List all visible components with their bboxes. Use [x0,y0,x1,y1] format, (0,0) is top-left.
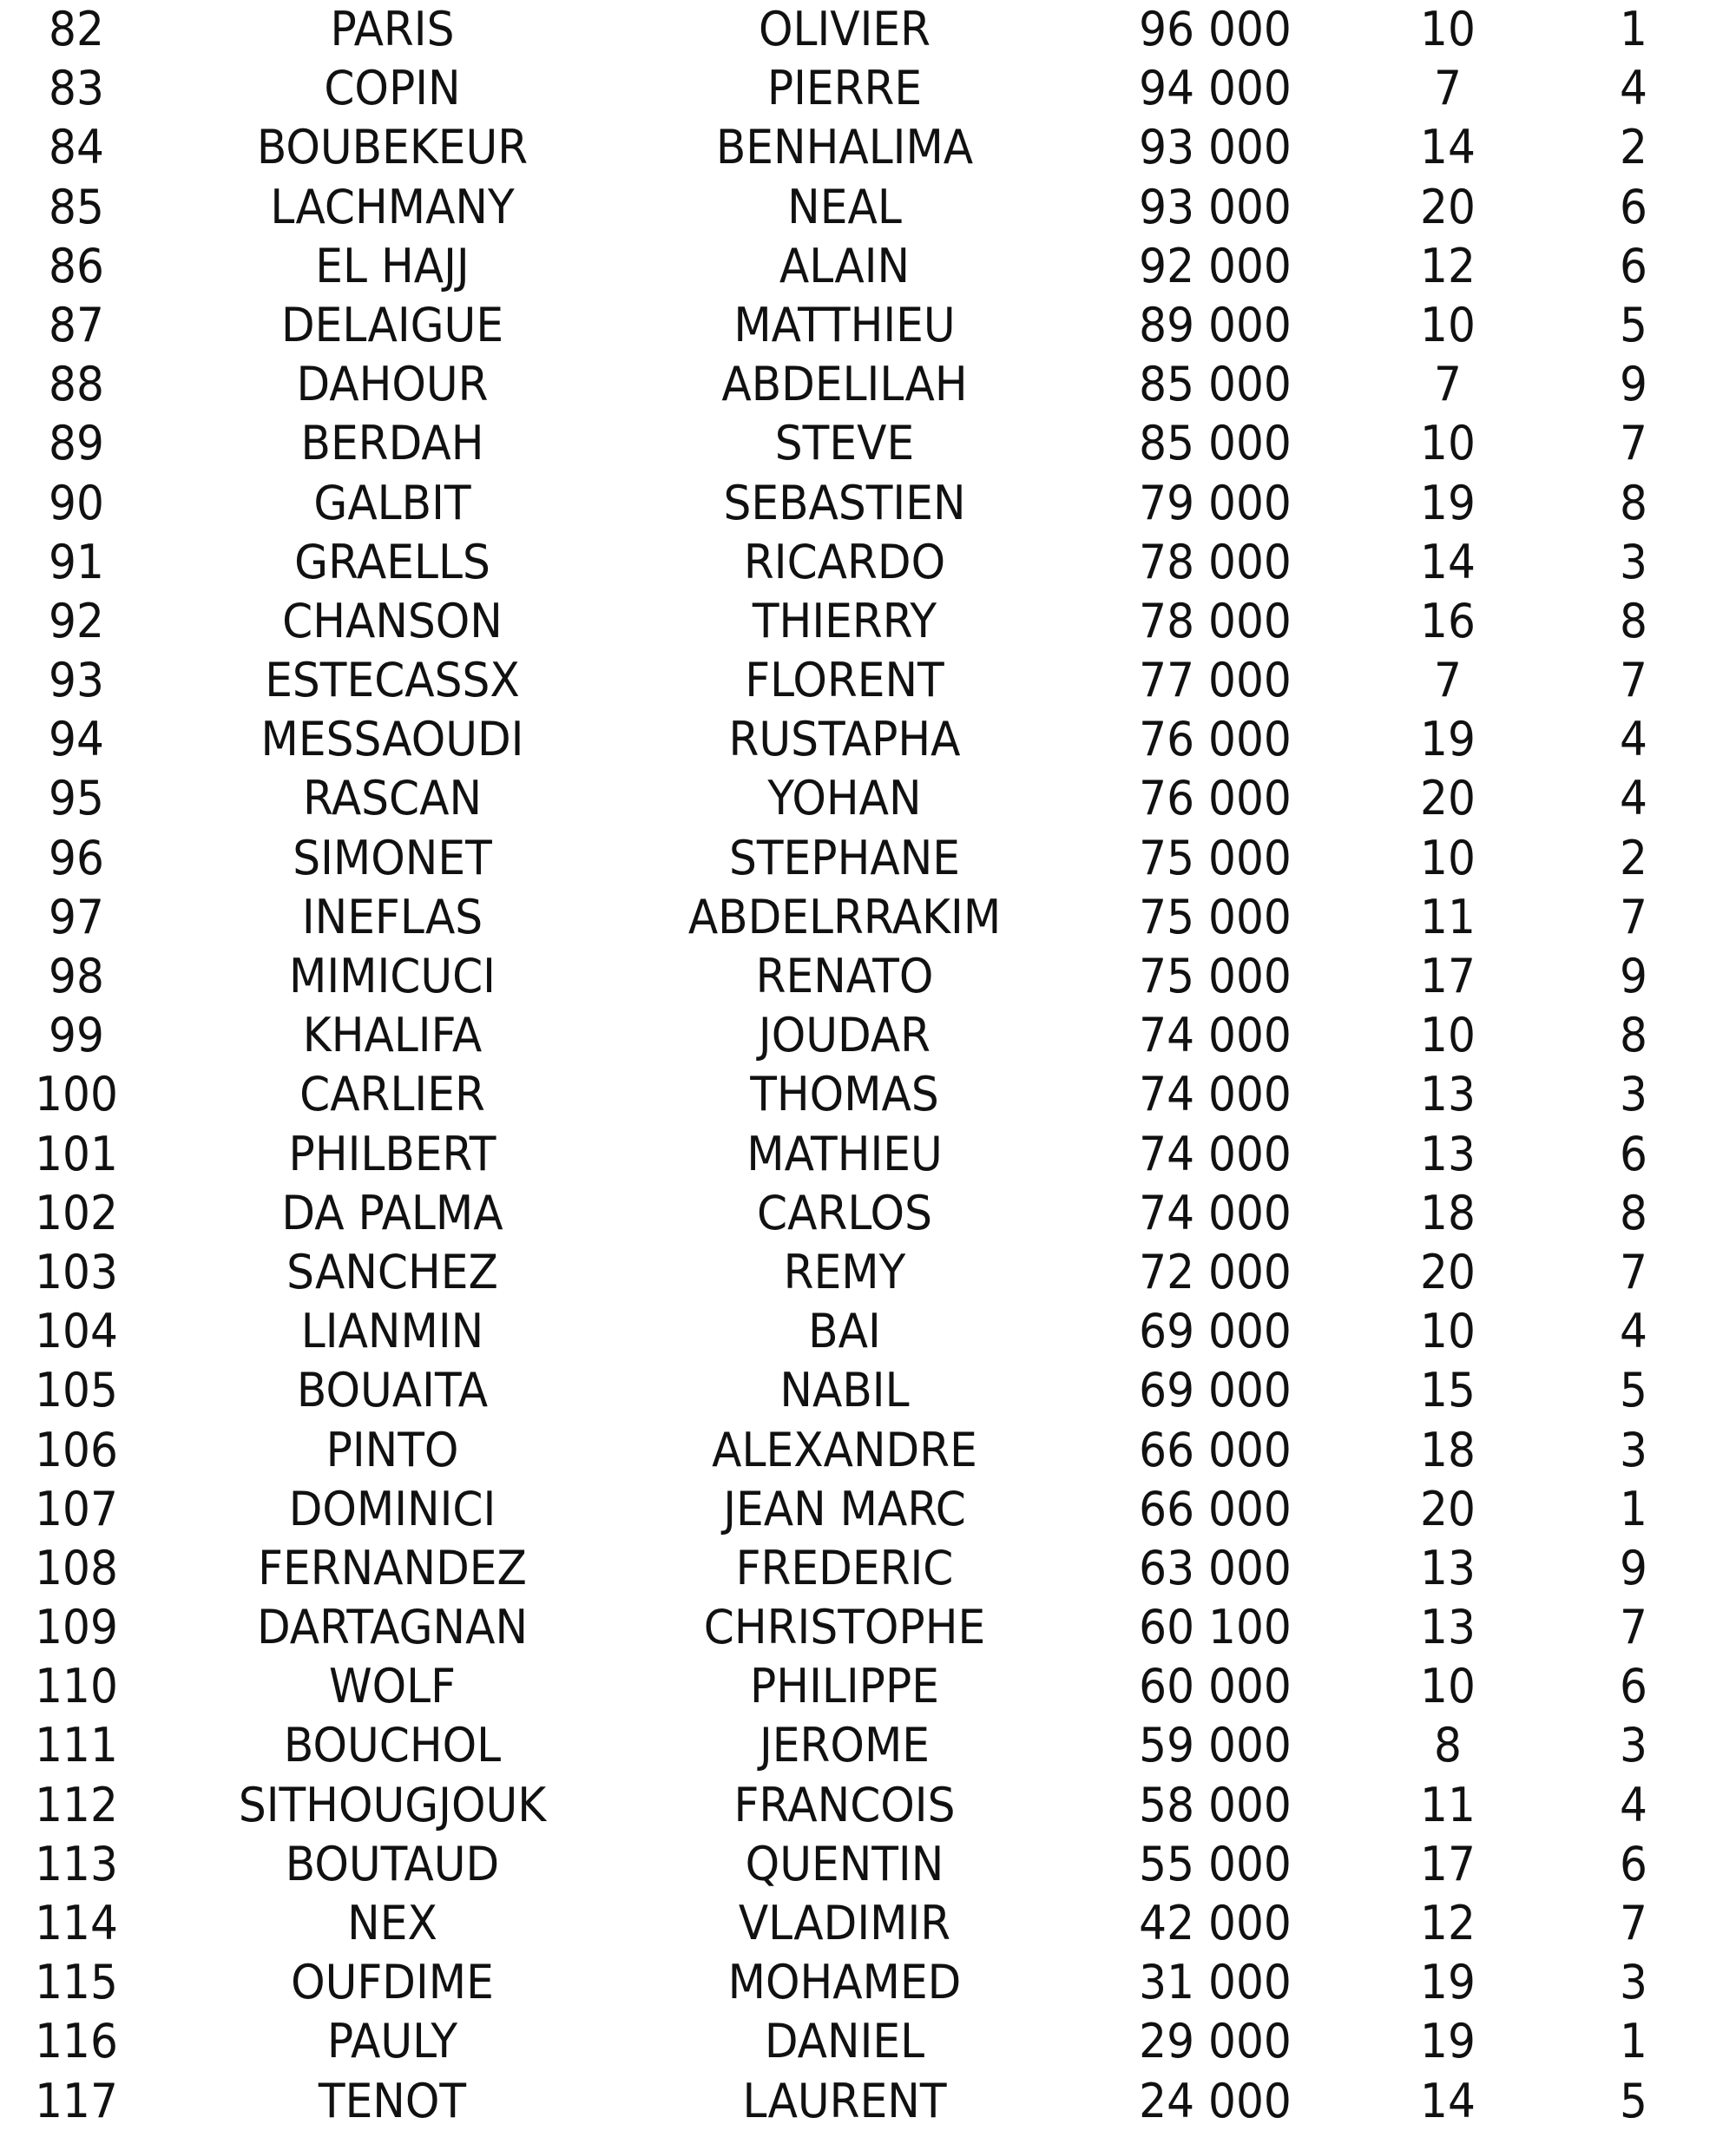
last-name-cell: PHILBERT [288,1126,496,1181]
last-name-cell: INEFLAS [301,889,483,944]
score-cell: 74 000 [1139,1126,1292,1181]
count-a-cell: 11 [1420,889,1476,944]
count-b-cell: 1 [1620,1481,1647,1536]
count-a-cell: 14 [1420,534,1476,589]
count-b-cell: 4 [1620,771,1647,826]
count-b-cell: 6 [1620,238,1647,293]
last-name-cell: PARIS [330,2,455,56]
last-name-cell: CARLIER [299,1067,485,1122]
first-name-cell: VLADIMIR [738,1896,951,1950]
count-b-cell: 8 [1620,593,1647,648]
score-cell: 78 000 [1139,534,1292,589]
last-name-cell: SANCHEZ [286,1244,498,1299]
score-cell: 29 000 [1139,2014,1292,2069]
count-a-cell: 20 [1420,179,1476,234]
first-name-cell: YOHAN [767,771,922,826]
score-cell: 92 000 [1139,238,1292,293]
table-row [0,651,1736,710]
count-b-cell: 9 [1620,357,1647,412]
last-name-cell: WOLF [328,1659,457,1714]
rank-cell: 83 [49,61,104,116]
score-cell: 24 000 [1139,2073,1292,2128]
table-row [0,1598,1736,1657]
count-a-cell: 10 [1420,2,1476,56]
count-a-cell: 14 [1420,2073,1476,2128]
table-row [0,1361,1736,1420]
first-name-cell: REMY [783,1244,906,1299]
first-name-cell: ABDELILAH [721,357,968,412]
count-b-cell: 5 [1620,1363,1647,1418]
last-name-cell: OUFDIME [291,1955,494,2010]
first-name-cell: JOUDAR [758,1008,931,1063]
rank-cell: 103 [35,1244,118,1299]
first-name-cell: SEBASTIEN [723,475,966,530]
count-b-cell: 4 [1620,712,1647,767]
rank-cell: 88 [49,357,104,412]
rank-cell: 100 [35,1067,118,1122]
table-row [0,1776,1736,1835]
score-cell: 76 000 [1139,771,1292,826]
count-a-cell: 20 [1420,1244,1476,1299]
last-name-cell: BOUCHOL [283,1718,502,1773]
count-a-cell: 17 [1420,949,1476,1003]
table-row [0,1125,1736,1184]
first-name-cell: JEAN MARC [723,1481,966,1536]
count-b-cell: 6 [1620,179,1647,234]
last-name-cell: COPIN [324,61,461,116]
rank-cell: 95 [49,771,104,826]
score-cell: 79 000 [1139,475,1292,530]
rank-cell: 112 [35,1777,118,1832]
score-cell: 89 000 [1139,297,1292,352]
rank-cell: 107 [35,1481,118,1536]
count-b-cell: 5 [1620,2073,1647,2128]
count-b-cell: 7 [1620,416,1647,471]
count-b-cell: 1 [1620,2,1647,56]
score-cell: 74 000 [1139,1008,1292,1063]
last-name-cell: RASCAN [302,771,483,826]
table-row [0,59,1736,118]
count-b-cell: 2 [1620,830,1647,885]
count-b-cell: 6 [1620,1836,1647,1891]
first-name-cell: THOMAS [750,1067,939,1122]
table-row [0,1421,1736,1480]
table-row [0,888,1736,947]
table-row [0,474,1736,533]
score-cell: 94 000 [1139,61,1292,116]
rank-cell: 115 [35,1955,118,2010]
count-a-cell: 8 [1434,1718,1462,1773]
count-a-cell: 19 [1420,712,1476,767]
count-a-cell: 13 [1420,1067,1476,1122]
count-a-cell: 12 [1420,238,1476,293]
table-row [0,237,1736,296]
count-b-cell: 3 [1620,1955,1647,2010]
first-name-cell: THIERRY [752,593,937,648]
last-name-cell: ESTECASSX [265,653,520,708]
score-cell: 75 000 [1139,889,1292,944]
last-name-cell: CHANSON [282,593,503,648]
count-a-cell: 10 [1420,1008,1476,1063]
count-b-cell: 8 [1620,475,1647,530]
rank-cell: 102 [35,1185,118,1240]
count-b-cell: 3 [1620,534,1647,589]
table-row [0,592,1736,651]
count-a-cell: 7 [1434,357,1462,412]
table-row [0,1243,1736,1302]
rank-cell: 96 [49,830,104,885]
rank-cell: 104 [35,1304,118,1359]
first-name-cell: STEVE [774,416,915,471]
score-cell: 60 000 [1139,1659,1292,1714]
rank-cell: 98 [49,949,104,1003]
score-cell: 93 000 [1139,179,1292,234]
score-cell: 76 000 [1139,712,1292,767]
rank-cell: 114 [35,1896,118,1950]
score-cell: 74 000 [1139,1185,1292,1240]
table-row [0,1480,1736,1539]
count-a-cell: 10 [1420,297,1476,352]
score-cell: 93 000 [1139,120,1292,175]
rank-cell: 89 [49,416,104,471]
rank-cell: 93 [49,653,104,708]
first-name-cell: FLORENT [745,653,944,708]
last-name-cell: BOUTAUD [285,1836,500,1891]
score-cell: 75 000 [1139,830,1292,885]
count-a-cell: 16 [1420,593,1476,648]
count-a-cell: 20 [1420,1481,1476,1536]
last-name-cell: DELAIGUE [280,297,504,352]
first-name-cell: NEAL [787,179,902,234]
table-row [0,769,1736,828]
first-name-cell: PIERRE [766,61,923,116]
table-row [0,414,1736,473]
rank-cell: 110 [35,1659,118,1714]
last-name-cell: TENOT [318,2073,467,2128]
last-name-cell: SIMONET [293,830,492,885]
count-a-cell: 19 [1420,475,1476,530]
first-name-cell: RENATO [755,949,934,1003]
count-b-cell: 7 [1620,653,1647,708]
score-cell: 74 000 [1139,1067,1292,1122]
count-a-cell: 10 [1420,416,1476,471]
first-name-cell: QUENTIN [745,1836,944,1891]
first-name-cell: DANIEL [764,2014,925,2069]
count-b-cell: 1 [1620,2014,1647,2069]
last-name-cell: PINTO [326,1422,459,1477]
score-cell: 96 000 [1139,2,1292,56]
last-name-cell: MIMICUCI [289,949,496,1003]
table-row [0,1539,1736,1598]
first-name-cell: NABIL [779,1363,910,1418]
table-row [0,1716,1736,1775]
count-b-cell: 7 [1620,889,1647,944]
count-a-cell: 18 [1420,1185,1476,1240]
first-name-cell: MATHIEU [746,1126,943,1181]
first-name-cell: FRANCOIS [733,1777,956,1832]
table-row [0,0,1736,59]
score-cell: 60 100 [1139,1600,1292,1655]
score-cell: 77 000 [1139,653,1292,708]
table-row [0,2012,1736,2071]
first-name-cell: RICARDO [743,534,946,589]
last-name-cell: LIANMIN [300,1304,484,1359]
count-b-cell: 6 [1620,1126,1647,1181]
rank-cell: 84 [49,120,104,175]
score-cell: 66 000 [1139,1481,1292,1536]
last-name-cell: LACHMANY [270,179,515,234]
table-row [0,1006,1736,1065]
last-name-cell: GRAELLS [294,534,490,589]
count-b-cell: 8 [1620,1008,1647,1063]
rank-cell: 99 [49,1008,104,1063]
last-name-cell: EL HAJJ [315,238,470,293]
score-cell: 66 000 [1139,1422,1292,1477]
count-a-cell: 11 [1420,1777,1476,1832]
first-name-cell: FREDERIC [735,1540,954,1595]
count-a-cell: 18 [1420,1422,1476,1477]
score-cell: 59 000 [1139,1718,1292,1773]
rank-cell: 108 [35,1540,118,1595]
last-name-cell: PAULY [326,2014,458,2069]
count-a-cell: 10 [1420,830,1476,885]
table-row [0,829,1736,888]
count-b-cell: 7 [1620,1896,1647,1950]
count-b-cell: 5 [1620,297,1647,352]
rank-cell: 92 [49,593,104,648]
rank-cell: 117 [35,2073,118,2128]
count-b-cell: 3 [1620,1067,1647,1122]
rank-cell: 87 [49,297,104,352]
count-a-cell: 13 [1420,1600,1476,1655]
table-row [0,1184,1736,1243]
table-row [0,710,1736,769]
count-b-cell: 9 [1620,1540,1647,1595]
score-cell: 69 000 [1139,1304,1292,1359]
count-b-cell: 6 [1620,1659,1647,1714]
score-cell: 85 000 [1139,416,1292,471]
rank-cell: 91 [49,534,104,589]
count-a-cell: 13 [1420,1126,1476,1181]
count-b-cell: 3 [1620,1422,1647,1477]
rank-cell: 106 [35,1422,118,1477]
table-row [0,118,1736,177]
count-a-cell: 19 [1420,2014,1476,2069]
count-b-cell: 4 [1620,1304,1647,1359]
first-name-cell: BAI [808,1304,881,1359]
table-row [0,533,1736,592]
last-name-cell: KHALIFA [302,1008,483,1063]
last-name-cell: DAHOUR [296,357,489,412]
last-name-cell: BERDAH [300,416,484,471]
last-name-cell: DA PALMA [281,1185,503,1240]
first-name-cell: PHILIPPE [750,1659,939,1714]
count-a-cell: 10 [1420,1659,1476,1714]
rank-cell: 90 [49,475,104,530]
count-a-cell: 17 [1420,1836,1476,1891]
first-name-cell: JEROME [759,1718,930,1773]
first-name-cell: MATTHIEU [733,297,956,352]
last-name-cell: BOUBEKEUR [256,120,529,175]
rank-cell: 109 [35,1600,118,1655]
table-row [0,1302,1736,1361]
rank-cell: 85 [49,179,104,234]
rank-cell: 94 [49,712,104,767]
first-name-cell: BENHALIMA [715,120,974,175]
table-row [0,947,1736,1006]
score-cell: 75 000 [1139,949,1292,1003]
count-a-cell: 12 [1420,1896,1476,1950]
table-row [0,178,1736,237]
score-cell: 72 000 [1139,1244,1292,1299]
table-row [0,355,1736,414]
first-name-cell: STEPHANE [729,830,960,885]
first-name-cell: OLIVIER [758,2,931,56]
count-a-cell: 13 [1420,1540,1476,1595]
count-b-cell: 4 [1620,1777,1647,1832]
count-a-cell: 7 [1434,653,1462,708]
count-b-cell: 3 [1620,1718,1647,1773]
count-a-cell: 7 [1434,61,1462,116]
table-row [0,1657,1736,1716]
rank-cell: 111 [35,1718,118,1773]
rank-cell: 116 [35,2014,118,2069]
first-name-cell: MOHAMED [727,1955,962,2010]
first-name-cell: LAURENT [742,2073,947,2128]
rank-cell: 86 [49,238,104,293]
first-name-cell: RUSTAPHA [728,712,961,767]
last-name-cell: BOUAITA [296,1363,489,1418]
rank-cell: 97 [49,889,104,944]
first-name-cell: ALEXANDRE [712,1422,977,1477]
score-cell: 31 000 [1139,1955,1292,2010]
last-name-cell: MESSAOUDI [260,712,524,767]
score-cell: 58 000 [1139,1777,1292,1832]
table-row [0,1953,1736,2012]
first-name-cell: CHRISTOPHE [703,1600,986,1655]
count-b-cell: 4 [1620,61,1647,116]
score-cell: 69 000 [1139,1363,1292,1418]
count-b-cell: 8 [1620,1185,1647,1240]
table-row [0,1065,1736,1124]
last-name-cell: FERNANDEZ [258,1540,527,1595]
table-row [0,296,1736,355]
first-name-cell: ABDELRRAKIM [687,889,1002,944]
rank-cell: 105 [35,1363,118,1418]
count-a-cell: 14 [1420,120,1476,175]
count-a-cell: 15 [1420,1363,1476,1418]
score-cell: 85 000 [1139,357,1292,412]
first-name-cell: CARLOS [757,1185,932,1240]
score-cell: 63 000 [1139,1540,1292,1595]
count-b-cell: 9 [1620,949,1647,1003]
count-b-cell: 2 [1620,120,1647,175]
last-name-cell: DARTAGNAN [256,1600,529,1655]
last-name-cell: DOMINICI [288,1481,496,1536]
table-row [0,1835,1736,1894]
count-a-cell: 20 [1420,771,1476,826]
score-cell: 78 000 [1139,593,1292,648]
last-name-cell: SITHOUGJOUK [238,1777,547,1832]
score-cell: 42 000 [1139,1896,1292,1950]
count-b-cell: 7 [1620,1600,1647,1655]
first-name-cell: ALAIN [779,238,911,293]
count-a-cell: 10 [1420,1304,1476,1359]
count-b-cell: 7 [1620,1244,1647,1299]
score-cell: 55 000 [1139,1836,1292,1891]
rank-cell: 113 [35,1836,118,1891]
table-row [0,1894,1736,1953]
rank-cell: 101 [35,1126,118,1181]
table-row [0,2072,1736,2131]
count-a-cell: 19 [1420,1955,1476,2010]
rank-cell: 82 [49,2,104,56]
last-name-cell: NEX [347,1896,437,1950]
last-name-cell: GALBIT [313,475,471,530]
